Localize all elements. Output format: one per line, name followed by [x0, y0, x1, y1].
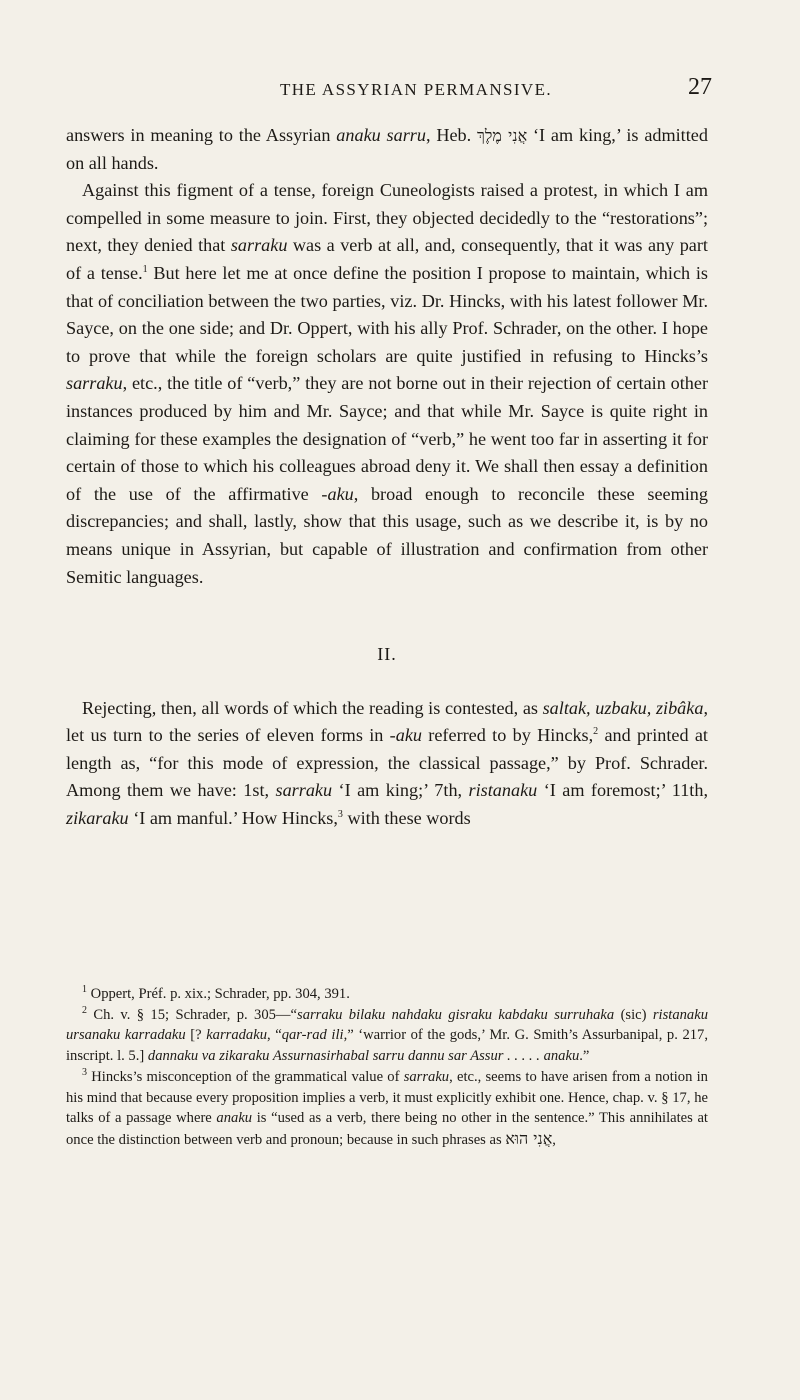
italic-term: zikaraku [66, 808, 129, 829]
text-run: ‘I am king,’ is admitted on all hands. [66, 125, 708, 173]
text-run: Ch. v. § 15; Schrader, p. 305—“ [93, 1006, 298, 1023]
footnote-2 [66, 1005, 708, 1067]
text-run: ,” ‘warrior of the gods,’ Mr. G. Smith’s Assurbanipal, p. 217, inscript. l. 5.] [66, 1027, 708, 1065]
running-head: THE ASSYRIAN PERMANSIVE. [279, 80, 553, 99]
text-run: [? [185, 1027, 207, 1044]
text-run: ‘I am king;’ 7th, [332, 780, 469, 801]
italic-term: anaku sarru [336, 125, 426, 145]
italic-term: sarraku [275, 780, 333, 801]
italic-term: -aku [389, 725, 422, 746]
paragraph-3 [66, 695, 708, 833]
footnote-number: 2 [82, 1004, 87, 1016]
section-heading: II. [377, 644, 397, 665]
italic-term: sarraku bilaku nahdaku gisraku kabdaku surruhaka [297, 1006, 615, 1023]
text-run: , [552, 1131, 556, 1148]
text-run: with these words [342, 808, 471, 829]
text-run: (sic) [614, 1006, 653, 1023]
text-run: ‘I am manful.’ How Hincks, [128, 808, 338, 829]
text-run: referred to by Hincks, [422, 725, 594, 746]
italic-term: dannaku va zikaraku Assurnasirhabal sarru dannu sar Assur . . . . . anaku [147, 1048, 580, 1065]
footnote-ref-3: 3 [337, 809, 343, 820]
footnote-text: Oppert, Préf. p. xix.; Schrader, pp. 304, 391. [90, 986, 350, 1002]
text-run: But here let me at once define the position I propose to maintain, which is that of conciliation between the two parties, viz. Dr. Hincks, with his latest follower Mr. Sayce, on the one side; and Dr. Oppert, with his ally Prof. Schrader, on the other. I hope to prove that while the foreign scholars are quite justified in refusing to Hincks’s [66, 262, 708, 366]
main-text [66, 122, 708, 833]
footnote-1 [66, 984, 708, 1005]
italic-term: sarraku [230, 235, 288, 256]
page-header [120, 74, 712, 108]
italic-term: ristanaku ursanaku karradaku [66, 1006, 709, 1044]
hebrew-phrase: אֲנִי מֶלֶךְ [477, 126, 528, 145]
text-run: answers in meaning to the Assyrian [66, 125, 337, 145]
paragraph-1 [66, 122, 708, 177]
italic-term: -aku [321, 483, 354, 504]
text-run: ‘I am foremost;’ 11th, [537, 780, 708, 801]
italic-term: ristanaku [468, 780, 538, 801]
footnote-number: 1 [82, 984, 87, 996]
footnote-ref-1: 1 [142, 263, 148, 275]
text-run: .” [579, 1048, 590, 1065]
text-run: , etc., the title of “verb,” they are not borne out in their rejection of certain other instances produced by him and Mr. Sayce; and that while Mr. Sayce is quite right in claiming for these examples the designation of “verb,” he went too far in asserting it for certain of those to which his colleagues abroad deny it. We shall then essay a definition of the use of the affirmative [66, 373, 708, 504]
italic-term: anaku [216, 1110, 253, 1127]
italic-term: sarraku [403, 1068, 450, 1085]
italic-term: qar-rad ili [281, 1027, 344, 1044]
paragraph-2 [66, 177, 708, 591]
text-run: , let us turn to the series of eleven forms in [66, 697, 708, 746]
footnote-ref-2: 2 [593, 726, 599, 738]
hebrew-phrase: אֲנִי הוּא [505, 1128, 553, 1148]
text-run: Hincks’s misconception of the grammatical value of [91, 1068, 404, 1085]
text-run: and printed at length as, “for this mode of expression, the classical passage,” by Prof. Schrader. Among them we have: 1st, [66, 725, 708, 801]
text-run: , “ [267, 1027, 282, 1044]
text-run: Rejecting, then, all words of which the reading is contested, as [82, 697, 543, 718]
italic-term: saltak, uzbaku, zibâka [542, 697, 704, 718]
text-run: Against this figment of a tense, foreign Cuneologists raised a protest, in which I am compelled in some measure to join. First, they objected decidedly to the “restorations”; next, they denied that [66, 180, 708, 256]
text-run: is “used as a verb, there being no other in the sentence.” This annihilates at once the distinction between verb and pronoun; because in such phrases as [66, 1110, 708, 1148]
text-run: , etc., seems to have arisen from a notion in his mind that because every proposition implies a verb, it must explicitly exhibit one. Hence, chap. v. § 17, he talks of a passage where [66, 1068, 708, 1127]
footnote-3 [66, 1067, 708, 1151]
text-run: , Heb. [425, 125, 477, 145]
italic-term: sarraku [66, 373, 123, 394]
text-run: was a verb at all, and, consequently, that it was any part of a tense. [66, 235, 708, 283]
text-run: , broad enough to reconcile these seeming discrepancies; and shall, lastly, show that this usage, such as we describe it, is by no means unique in Assyrian, but capable of illustration and confirmation from other Semitic languages. [66, 483, 708, 587]
italic-term: karradaku [206, 1027, 267, 1044]
footnotes [66, 984, 708, 1151]
footnote-number: 3 [82, 1066, 87, 1078]
page-number: 27 [688, 74, 712, 100]
